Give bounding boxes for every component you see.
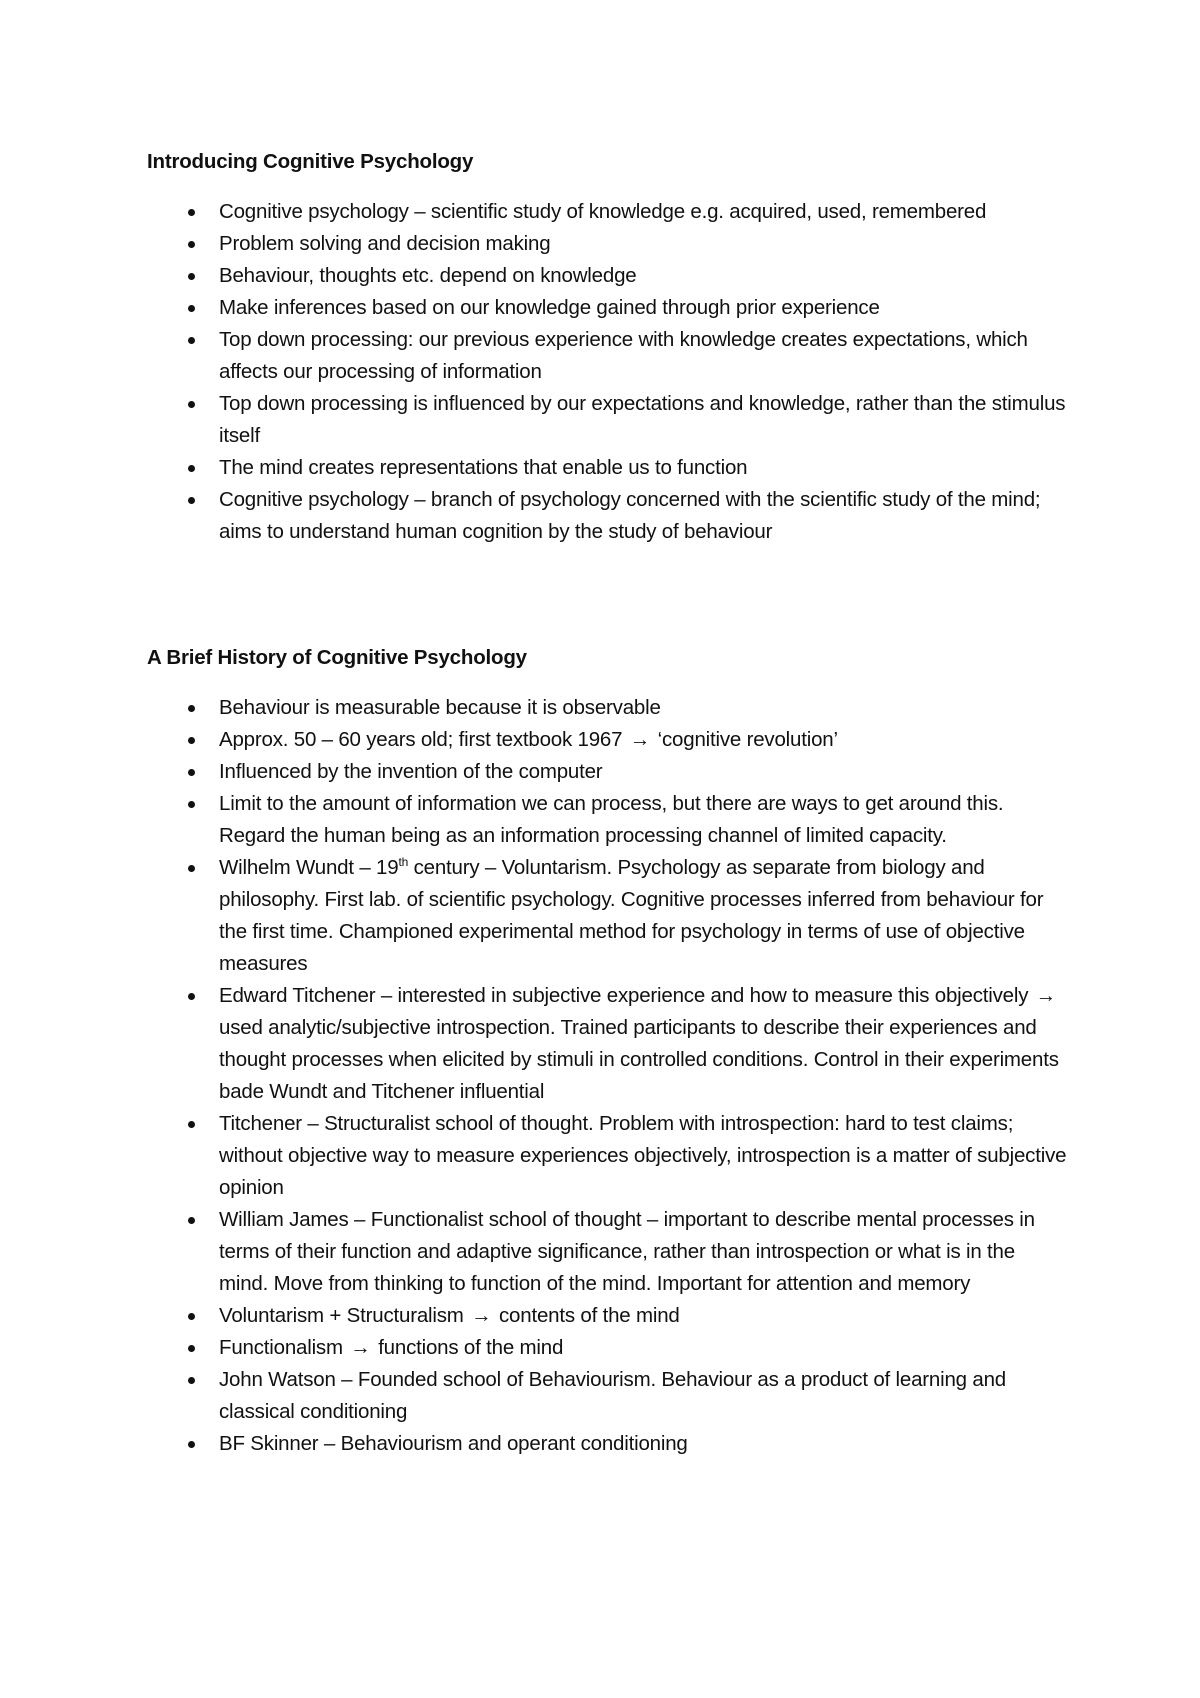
superscript: th <box>398 855 409 870</box>
list-item: The mind creates representations that enable us to function <box>219 452 1069 484</box>
list-item <box>219 1300 1069 1332</box>
arrow-right-icon: → <box>350 1336 371 1359</box>
section-heading-introducing: Introducing Cognitive Psychology <box>147 150 474 173</box>
list-item: Cognitive psychology – branch of psychology concerned with the scientific study of the mind; aims to understand human cognition by the study of behaviour <box>219 484 1069 548</box>
list-item: Problem solving and decision making <box>219 228 1069 260</box>
list-item: Cognitive psychology – scientific study of knowledge e.g. acquired, used, remembered <box>219 196 1069 228</box>
item-text: Wilhelm Wundt – 19 <box>219 856 399 879</box>
arrow-right-icon: → <box>629 728 651 751</box>
item-text: Functionalism <box>219 1336 343 1359</box>
list-item: Make inferences based on our knowledge gained through prior experience <box>219 292 1069 324</box>
list-item: Behaviour is measurable because it is observable <box>219 692 1069 724</box>
item-text: Approx. 50 – 60 years old; first textbook 1967 <box>219 728 623 751</box>
list-item: Behaviour, thoughts etc. depend on knowledge <box>219 260 1069 292</box>
list-item: BF Skinner – Behaviourism and operant conditioning <box>219 1428 1069 1460</box>
item-text: century – Voluntarism. Psychology as separate from biology and philosophy. First lab. of scientific psychology. Cognitive processes inferred from behaviour for the first time. Championed experimental method for psychology in terms of use of objective measures <box>219 856 1044 975</box>
list-item: Influenced by the invention of the computer <box>219 756 1069 788</box>
list-item: Titchener – Structuralist school of thought. Problem with introspection: hard to test claims; without objective way to measure experiences objectively, introspection is a matter of subjective opinion <box>219 1108 1069 1204</box>
bullet-list-introducing <box>219 196 1069 548</box>
item-text: ‘cognitive revolution’ <box>657 728 838 751</box>
list-item: William James – Functionalist school of thought – important to describe mental processes in terms of their function and adaptive significance, rather than introspection or what is in the mind. Move from thinking to function of the mind. Important for attention and memory <box>219 1204 1069 1300</box>
list-item: Top down processing: our previous experience with knowledge creates expectations, which affects our processing of information <box>219 324 1069 388</box>
item-text: Edward Titchener – interested in subjective experience and how to measure this objectively <box>219 984 1029 1007</box>
arrow-right-icon: → <box>1035 984 1057 1007</box>
section-heading-history: A Brief History of Cognitive Psychology <box>147 646 527 669</box>
list-item: John Watson – Founded school of Behaviourism. Behaviour as a product of learning and classical conditioning <box>219 1364 1069 1428</box>
list-item <box>219 980 1069 1108</box>
bullet-list-history <box>219 692 1069 1460</box>
item-text: contents of the mind <box>499 1304 680 1327</box>
item-text: used analytic/subjective introspection. Trained participants to describe their experiences and thought processes when elicited by stimuli in controlled conditions. Control in their experiments bade Wundt and Titchener influential <box>219 1016 1059 1103</box>
list-item: Limit to the amount of information we can process, but there are ways to get around this. Regard the human being as an information processing channel of limited capacity. <box>219 788 1069 852</box>
arrow-right-icon: → <box>471 1304 492 1327</box>
list-item <box>219 1332 1069 1364</box>
list-item <box>219 852 1069 980</box>
item-text: Voluntarism + Structuralism <box>219 1304 464 1327</box>
list-item: Top down processing is influenced by our expectations and knowledge, rather than the stimulus itself <box>219 388 1069 452</box>
item-text: functions of the mind <box>378 1336 564 1359</box>
list-item <box>219 724 1069 756</box>
